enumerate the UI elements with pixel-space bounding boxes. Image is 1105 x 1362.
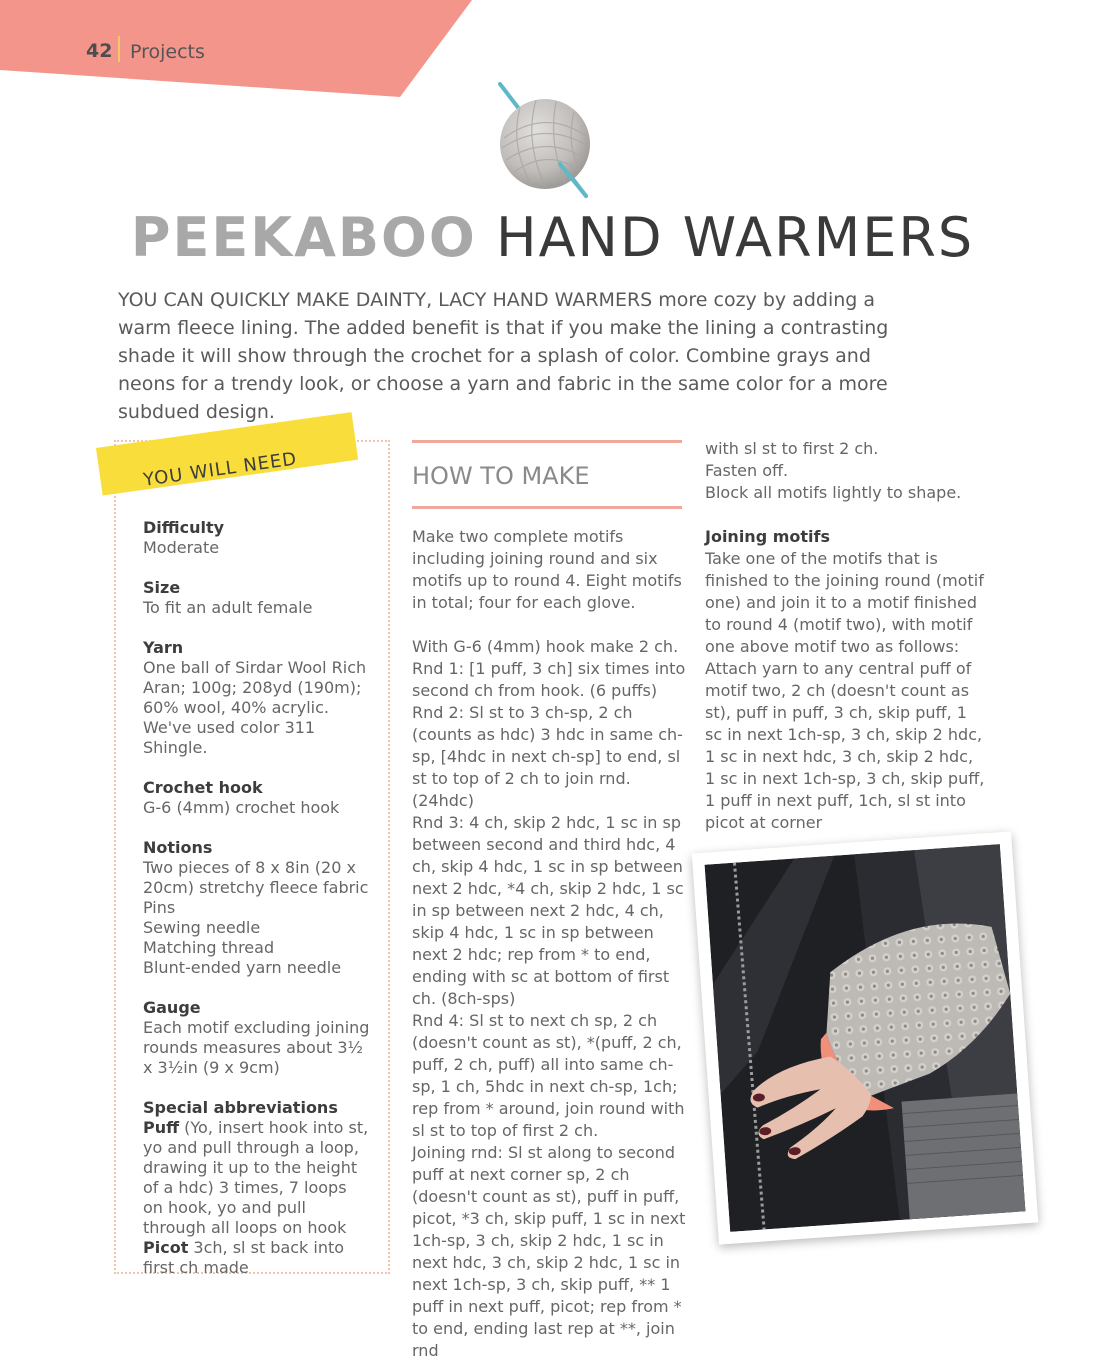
abbrev-picot	[143, 1238, 371, 1278]
notion-item: Two pieces of 8 x 8in (20 x 20cm) stretchy fleece fabric	[143, 858, 369, 897]
spec-heading: Difficulty	[143, 518, 225, 537]
instruction-line: Block all motifs lightly to shape.	[705, 483, 962, 502]
spec-heading: Crochet hook	[143, 778, 263, 797]
notion-item: Matching thread	[143, 938, 275, 957]
you-will-need-label: YOU WILL NEED	[142, 448, 299, 491]
title-part2: HAND WARMERS	[496, 206, 975, 269]
instruction-line: with sl st to first 2 ch.	[705, 439, 879, 458]
header-divider	[118, 36, 120, 62]
spec-difficulty	[143, 518, 371, 558]
materials-list	[143, 518, 371, 1298]
hand-warmer-photo	[692, 831, 1039, 1244]
hand-warmer-photo-image	[705, 844, 1026, 1232]
joining-motifs-heading: Joining motifs	[705, 527, 830, 546]
instruction-line: Rnd 4: Sl st to next ch sp, 2 ch (doesn't count as st), *(puff, 2 ch, puff, 2 ch, puff) all into same ch-sp, 1 ch, 5hdc in next ch-sp, 1ch; rep from * around, join round with sl st to top of first 2 ch.	[412, 1011, 685, 1140]
instructions-column-2	[705, 438, 985, 834]
instruction-line: Take one of the motifs that is finished to the joining round (motif one) and join it to a motif finished to round 4 (motif two), with motif one above motif two as follows:	[705, 549, 984, 656]
spec-heading: Gauge	[143, 998, 201, 1017]
instruction-line: Rnd 3: 4 ch, skip 2 hdc, 1 sc in sp between second and third hdc, 4 ch, skip 4 hdc, 1 sc in sp between next 2 hdc, *4 ch, skip 2 hdc, 1 sc in sp between next 2 hdc, 4 ch, skip 4 hdc, 1 sc in sp between next 2 hdc; rep from * to end, ending with sc at bottom of first ch. (8ch-sps)	[412, 813, 684, 1008]
spec-hook	[143, 778, 371, 818]
abbrev-def: (Yo, insert hook into st, yo and pull through a loop, drawing it up to the height of a hdc) 3 times, 7 loops on hook, yo and pull through all loops on hook	[143, 1118, 369, 1237]
how-rule-bottom	[412, 506, 682, 509]
spec-size	[143, 578, 371, 618]
spec-value: To fit an adult female	[143, 598, 313, 617]
spec-value: G-6 (4mm) crochet hook	[143, 798, 340, 817]
instructions-column-1	[412, 526, 687, 1362]
yarn-ball-icon	[490, 78, 600, 200]
intro-text: more cozy by adding a warm fleece lining. The added benefit is that if you make the lining a contrasting shade it will show through the crochet for a splash of color. Combine grays and neons for a trendy look, or choose a yarn and fabric in the same color for a more subdued design.	[118, 289, 889, 423]
notion-item: Sewing needle	[143, 918, 261, 937]
abbrev-puff	[143, 1118, 371, 1238]
instruction-line: With G-6 (4mm) hook make 2 ch.	[412, 637, 679, 656]
notion-item: Pins	[143, 898, 176, 917]
page-number: 42	[86, 40, 113, 62]
how-rule-top	[412, 440, 682, 443]
abbrev-def: 3ch, sl st back into first ch made	[143, 1238, 345, 1277]
abbrev-term: Puff	[143, 1118, 180, 1137]
instruction-intro: Make two complete motifs including joining round and six motifs up to round 4. Eight motifs in total; four for each glove.	[412, 527, 682, 612]
instruction-line: Rnd 2: Sl st to 3 ch-sp, 2 ch (counts as hdc) 3 hdc in same ch-sp, [4hdc in next ch-sp] to end, sl st to top of 2 ch to join rnd. (24hdc)	[412, 703, 683, 810]
notion-item: Blunt-ended yarn needle	[143, 958, 342, 977]
instruction-line: Fasten off.	[705, 461, 789, 480]
spec-value: Each motif excluding joining rounds measures about 3½ x 3½in (9 x 9cm)	[143, 1018, 370, 1077]
instruction-line: Rnd 1: [1 puff, 3 ch] six times into second ch from hook. (6 puffs)	[412, 659, 686, 700]
spec-abbreviations	[143, 1098, 371, 1278]
spec-heading: Size	[143, 578, 181, 597]
spec-heading: Notions	[143, 838, 213, 857]
spec-notions	[143, 838, 371, 978]
spec-gauge	[143, 998, 371, 1078]
spec-yarn	[143, 638, 371, 758]
intro-caps: YOU CAN QUICKLY MAKE DAINTY, LACY HAND WARMERS	[118, 289, 653, 311]
section-name: Projects	[130, 41, 205, 63]
how-to-make-heading: HOW TO MAKE	[412, 462, 590, 490]
spec-value: Moderate	[143, 538, 220, 557]
page-title	[0, 206, 1105, 269]
instruction-line: Joining rnd: Sl st along to second puff at next corner sp, 2 ch (doesn't count as st), puff in puff, picot, *3 ch, skip puff, 1 sc in next 1ch-sp, 3 ch, skip 2 hdc, 1 sc in next hdc, 3 ch, skip 2 hdc, 1 sc in next 1ch-sp, 3 ch, skip puff, ** 1 puff in next puff, picot; rep from * to end, ending last rep at **, join rnd	[412, 1143, 686, 1360]
title-part1: PEEKABOO	[130, 206, 477, 269]
abbrev-term: Picot	[143, 1238, 189, 1257]
intro-paragraph	[118, 286, 928, 426]
spec-heading: Yarn	[143, 638, 184, 657]
spec-heading: Special abbreviations	[143, 1098, 338, 1117]
instruction-line: Attach yarn to any central puff of motif two, 2 ch (doesn't count as st), puff in puff, 3 ch, skip puff, 1 sc in next 1ch-sp, 3 ch, skip 2 hdc, 1 sc in next hdc, 3 ch, skip 2 hdc, 1 sc in next 1ch-sp, 3 ch, skip puff, 1 puff in next puff, 1ch, sl st into picot at corner	[705, 659, 985, 832]
spec-value: One ball of Sirdar Wool Rich Aran; 100g; 208yd (190m); 60% wool, 40% acrylic. We've used color 311 Shingle.	[143, 658, 367, 757]
